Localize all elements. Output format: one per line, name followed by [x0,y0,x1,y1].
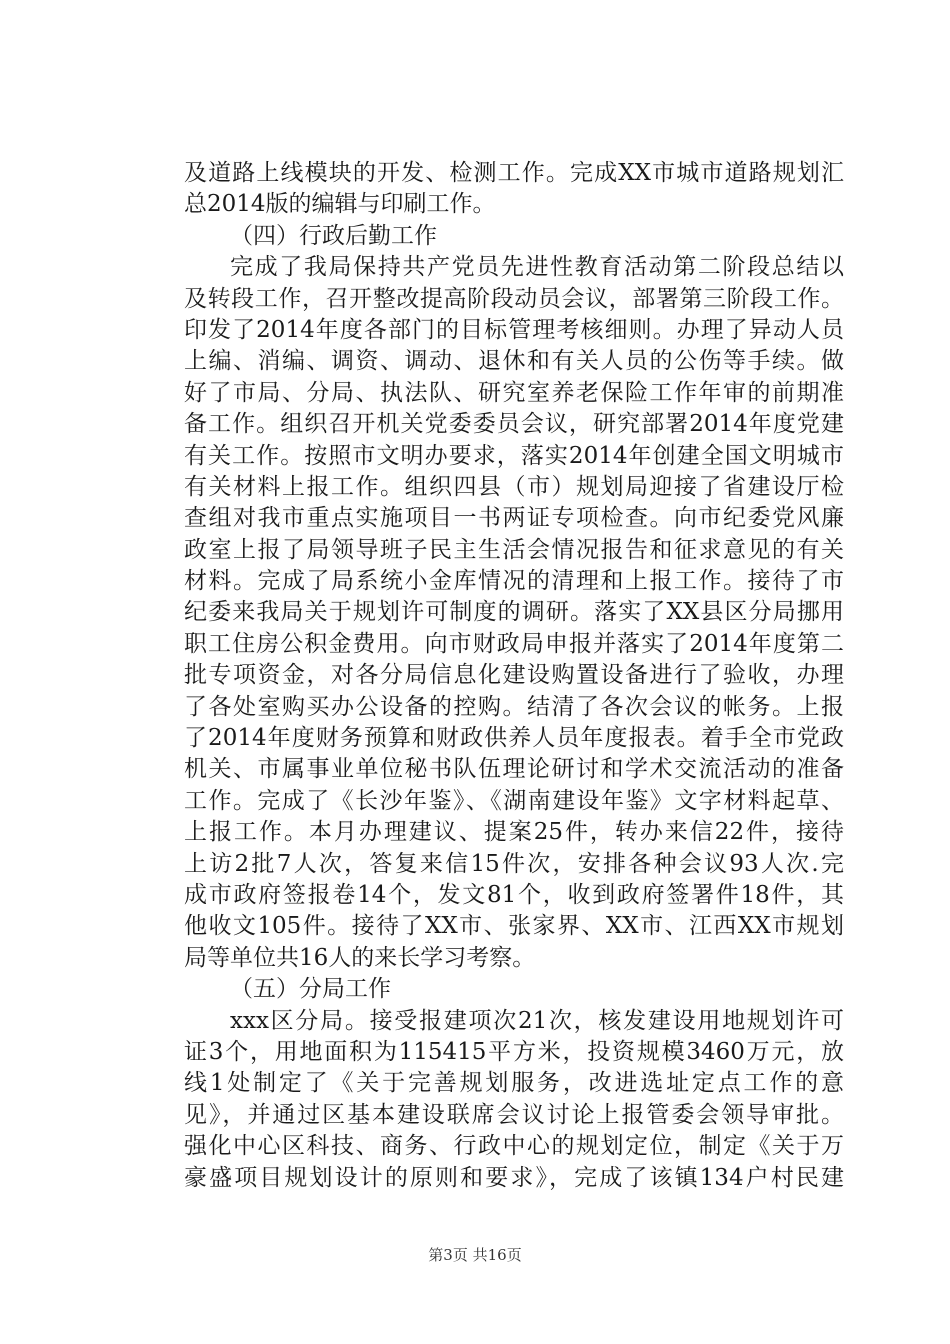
text-line: 政室上报了局领导班子民主生活会情况报告和征求意见的有关 [184,536,844,563]
text-line: 他收文105件。接待了XX市、张家界、XX市、江西XX市规划 [184,913,844,940]
text-line: 线1处制定了《关于完善规划服务，改进选址定点工作的意 [184,1070,844,1097]
text-line: 备工作。组织召开机关党委委员会议，研究部署2014年度党建 [184,411,844,438]
text-line: 有关工作。按照市文明办要求，落实2014年创建全国文明城市 [184,442,844,469]
text-line: 材料。完成了局系统小金库情况的清理和上报工作。接待了市 [184,568,844,595]
section-heading: （五）分局工作 [230,976,391,1003]
text-line: 批专项资金，对各分局信息化建设购置设备进行了验收，办理 [184,662,844,689]
text-line: 好了市局、分局、执法队、研究室养老保险工作年审的前期准 [184,379,844,406]
text-line: 强化中心区科技、商务、行政中心的规划定位，制定《关于万 [184,1133,844,1160]
text-line: 豪盛项目规划设计的原则和要求》，完成了该镇134户村民建 [184,1164,844,1191]
text-line: xxx区分局。接受报建项次21次，核发建设用地规划许可 [230,1007,844,1034]
text-line: 了各处室购买办公设备的控购。结清了各次会议的帐务。上报 [184,693,844,720]
text-line: 及转段工作，召开整改提高阶段动员会议，部署第三阶段工作。 [184,285,844,312]
text-line: 完成了我局保持共产党员先进性教育活动第二阶段总结以 [230,254,844,281]
page-footer: 第3页 共16页 [428,1246,522,1264]
text-line: 上报工作。本月办理建议、提案25件，转办来信22件，接待 [184,819,844,846]
text-line: 职工住房公积金费用。向市财政局申报并落实了2014年度第二 [184,630,844,657]
text-line: 机关、市属事业单位秘书队伍理论研讨和学术交流活动的准备 [184,756,844,783]
text-line: 总2014版的编辑与印刷工作。 [184,191,496,218]
text-line: 及道路上线模块的开发、检测工作。完成XX市城市道路规划汇 [184,160,844,186]
text-line: 局等单位共16人的来长学习考察。 [184,944,536,971]
text-line: 了2014年度财务预算和财政供养人员年度报表。着手全市党政 [184,725,844,752]
text-line: 证3个，用地面积为115415平方米，投资规模3460万元，放 [184,1038,844,1065]
text-line: 纪委来我局关于规划许可制度的调研。落实了XX县区分局挪用 [184,599,844,626]
text-line: 上访2批7人次，答复来信15件次，安排各种会议93人次.完 [184,850,844,877]
text-line: 查组对我市重点实施项目一书两证专项检查。向市纪委党风廉 [184,505,844,532]
text-line: 有关材料上报工作。组织四县（市）规划局迎接了省建设厅检 [184,473,844,500]
text-line: 工作。完成了《长沙年鉴》、《湖南建设年鉴》文字材料起草、 [184,787,844,814]
section-heading: （四）行政后勤工作 [230,222,437,249]
document-body [184,158,844,1194]
text-line: 见》，并通过区基本建设联席会议讨论上报管委会领导审批。 [184,1101,844,1128]
text-line: 上编、消编、调资、调动、退休和有关人员的公伤等手续。做 [184,348,844,375]
text-line: 成市政府签报卷14个，发文81个，收到政府签署件18件，其 [184,881,844,908]
text-line: 印发了2014年度各部门的目标管理考核细则。办理了异动人员 [184,316,844,343]
